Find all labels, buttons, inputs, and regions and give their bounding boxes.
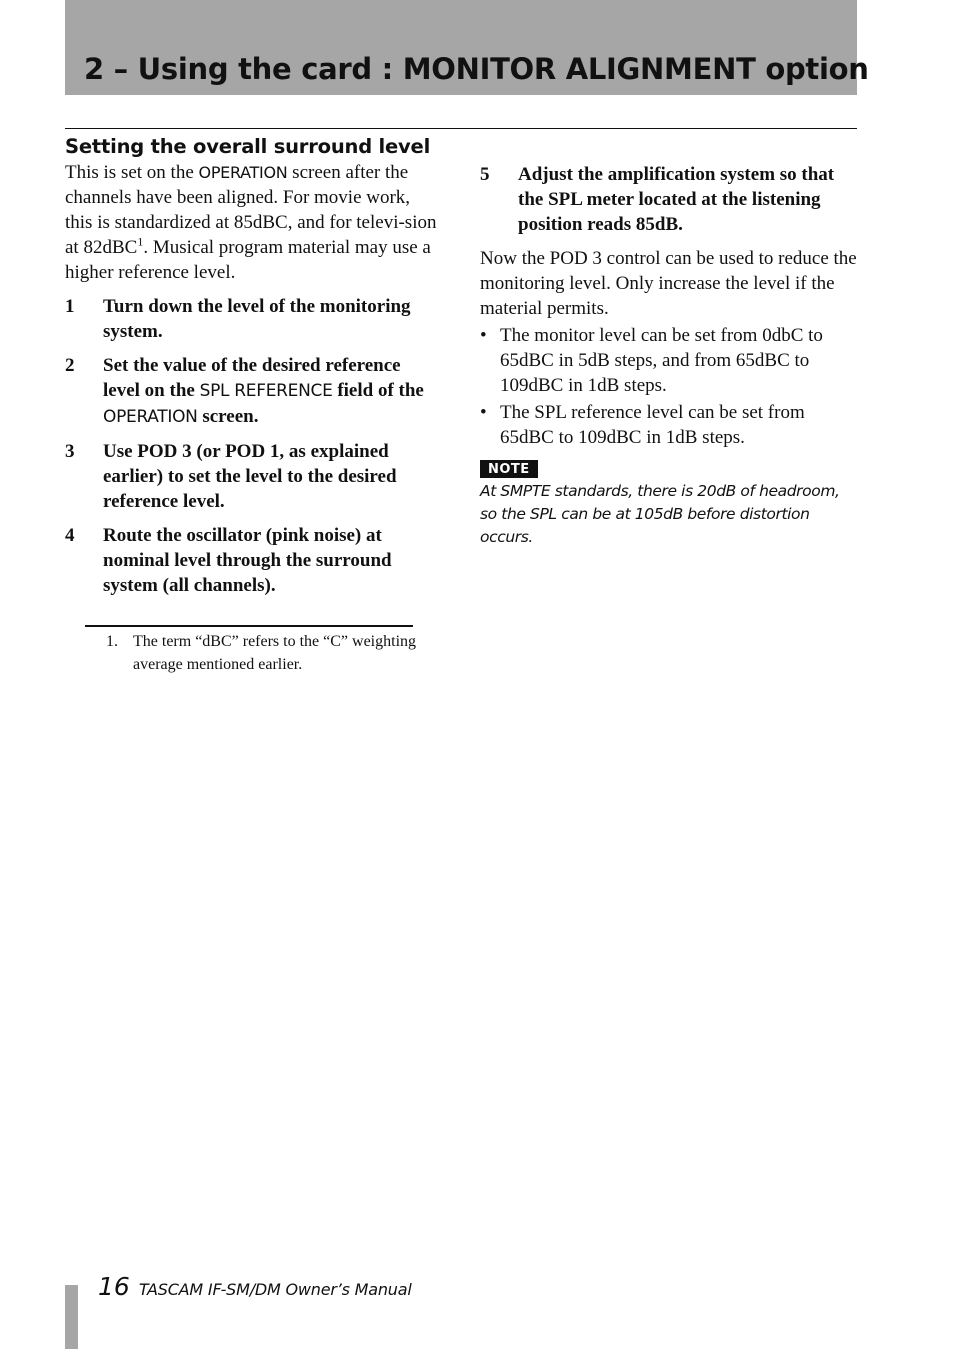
step-text: Route the oscillator (pink noise) at nominal level through the surround system (all channels). bbox=[103, 525, 392, 596]
footnote-rule bbox=[85, 625, 413, 627]
step-2-text-a: Set the value of the desired reference level on the bbox=[103, 355, 401, 401]
step-4 bbox=[65, 523, 440, 598]
intro-text-2: screen after the channels have been aligned. For movie work, this is standardized at 85dBC, and for televi-sion at 82dBC bbox=[65, 162, 437, 258]
step-text: Use POD 3 (or POD 1, as explained earlier) to set the level to the desired reference level. bbox=[103, 441, 397, 512]
step-2-text-b: field of the bbox=[332, 380, 424, 401]
bullet-item bbox=[480, 323, 857, 398]
intro-text-3: . Musical program material may use a higher reference level. bbox=[65, 237, 431, 283]
step-2-text-c: screen. bbox=[197, 406, 259, 427]
step-number: 2 bbox=[65, 355, 75, 376]
right-column bbox=[480, 162, 857, 549]
section-heading: Setting the overall surround level bbox=[65, 135, 431, 158]
step-text: Turn down the level of the monitoring system. bbox=[103, 296, 411, 342]
footnote-reference: 1 bbox=[137, 234, 144, 249]
step-5 bbox=[480, 162, 857, 237]
footnote-text: The term “dBC” refers to the “C” weighting average mentioned earlier. bbox=[133, 633, 417, 673]
note-badge: NOTE bbox=[480, 460, 538, 478]
step-number: 3 bbox=[65, 441, 75, 462]
manual-name: TASCAM IF-SM/DM Owner’s Manual bbox=[138, 1280, 412, 1299]
pod3-paragraph: Now the POD 3 control can be used to reduce the monitoring level. Only increase the level if the material permits. bbox=[480, 248, 857, 319]
bullet-text: The SPL reference level can be set from 65dBC to 109dBC in 1dB steps. bbox=[500, 402, 805, 448]
section-rule bbox=[65, 128, 857, 129]
step-number: 5 bbox=[480, 164, 490, 185]
step-number: 4 bbox=[65, 525, 75, 546]
operation-screen-name: OPERATION bbox=[198, 163, 288, 182]
page-edge-bar bbox=[65, 1285, 78, 1349]
footnote bbox=[106, 630, 426, 676]
bullet-item bbox=[480, 400, 857, 450]
spl-reference-field-name: SPL REFERENCE bbox=[199, 381, 333, 401]
intro-paragraph bbox=[65, 160, 440, 285]
page-number: 16 bbox=[98, 1272, 130, 1301]
bullet-symbol: • bbox=[480, 402, 487, 423]
footnote-number: 1. bbox=[106, 633, 118, 650]
bullet-text: The monitor level can be set from 0dbC to 65dBC in 5dB steps, and from 65dBC to 109dBC in 1dB steps. bbox=[500, 325, 823, 396]
left-column bbox=[65, 134, 440, 598]
step-2 bbox=[65, 353, 440, 430]
step-3 bbox=[65, 439, 440, 514]
intro-text-1: This is set on the bbox=[65, 162, 199, 183]
step-1 bbox=[65, 294, 440, 344]
step-text: Adjust the amplification system so that the SPL meter located at the listening position reads 85dB. bbox=[518, 164, 835, 235]
chapter-title: 2 – Using the card : MONITOR ALIGNMENT option bbox=[84, 52, 869, 86]
operation-screen-name: OPERATION bbox=[103, 407, 198, 427]
page-footer bbox=[98, 1272, 412, 1301]
step-number: 1 bbox=[65, 296, 75, 317]
bullet-symbol: • bbox=[480, 325, 487, 346]
note-text: At SMPTE standards, there is 20dB of headroom, so the SPL can be at 105dB before distortion occurs. bbox=[480, 482, 840, 546]
step-text bbox=[103, 353, 440, 430]
